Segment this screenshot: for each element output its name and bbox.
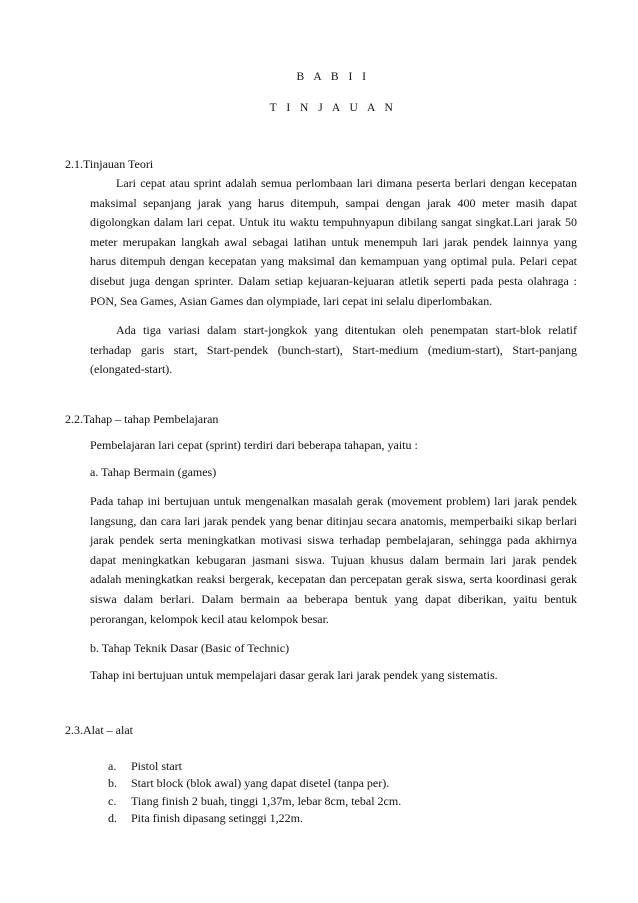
list-item: b. Start block (blok awal) yang dapat disetel (tanpa per). (108, 776, 390, 791)
chapter-title: T I N J A U A N (269, 102, 397, 114)
subheading-a: a. Tahap Bermain (games) (90, 465, 217, 479)
list-item: a. Pistol start (108, 759, 183, 773)
subheading-b: b. Tahap Teknik Dasar (Basic of Technic) (90, 641, 290, 655)
section-heading-2-3: 2.3.Alat – alat (65, 723, 133, 737)
paragraph-teori-1 (90, 174, 577, 311)
chapter-number: B A B I I (296, 71, 370, 83)
paragraph-text: Lari cepat atau sprint adalah semua perlombaan lari dimana peserta berlari dengan kecepatan maksimal sepanjang jarak yang harus ditempuh, sampai dengan jarak 400 meter masih dapat digolongkan dalam lari cepat. Untuk itu waktu tempuhnyapun dibilang sangat singkat.Lari jarak 50 meter merupakan langkah awal sebagai latihan untuk menempuh lari jarak pendek lainnya yang harus ditempuh dengan kecepatan yang maksimal dan kemampuan yang optimal pula. Pelari cepat disebut juga dengan sprinter. Dalam setiap kejuaran-kejuaran atletik seperti pada pesta olahraga : PON, Sea Games, Asian Games dan olympiade, lari cepat ini selalu diperlombakan. (90, 176, 577, 308)
list-item: d. Pita finish dipasang setinggi 1,22m. (108, 811, 303, 826)
paragraph-teori-2 (90, 321, 577, 380)
paragraph-teknik-dasar: Tahap ini bertujuan untuk mempelajari dasar gerak lari jarak pendek yang sistematis. (90, 668, 498, 682)
section-heading-2-2: 2.2.Tahap – tahap Pembelajaran (65, 412, 219, 426)
paragraph-bermain: Pada tahap ini bertujuan untuk mengenalkan masalah gerak (movement problem) lari jarak pendek langsung, dan cara lari jarak pendek yang benar ditinjau secara anatomis, memperbaiki sikap berlari jarak pendek serta meningkatkan motivasi siswa terhadap pembelajaran, sehingga pada akhirnya dapat meningkatkan kebugaran jasmani siswa. Tujuan khusus dalam bermain lari jarak pendek adalah meningkatkan reaksi bergerak, kecepatan dan percepatan gerak siswa, serta koordinasi gerak siswa dalam berlari. Dalam bermain aa beberapa bentuk yang dapat diberikan, yaitu bentuk perorangan, kelompok kecil atau kelompok besar. (90, 494, 577, 626)
paragraph-text: Ada tiga variasi dalam start-jongkok yang ditentukan oleh penempatan start-blok relatif terhadap garis start, Start-pendek (bunch-start), Start-medium (medium-start), Start-panjang (elongated-start). (90, 323, 577, 377)
equipment-list (108, 758, 401, 828)
list-item: c. Tiang finish 2 buah, tinggi 1,37m, lebar 8cm, tebal 2cm. (108, 793, 402, 808)
paragraph-intro: Pembelajaran lari cepat (sprint) terdiri dari beberapa tahapan, yaitu : (90, 438, 418, 452)
section-heading-2-1: 2.1.Tinjauan Teori (65, 157, 154, 171)
